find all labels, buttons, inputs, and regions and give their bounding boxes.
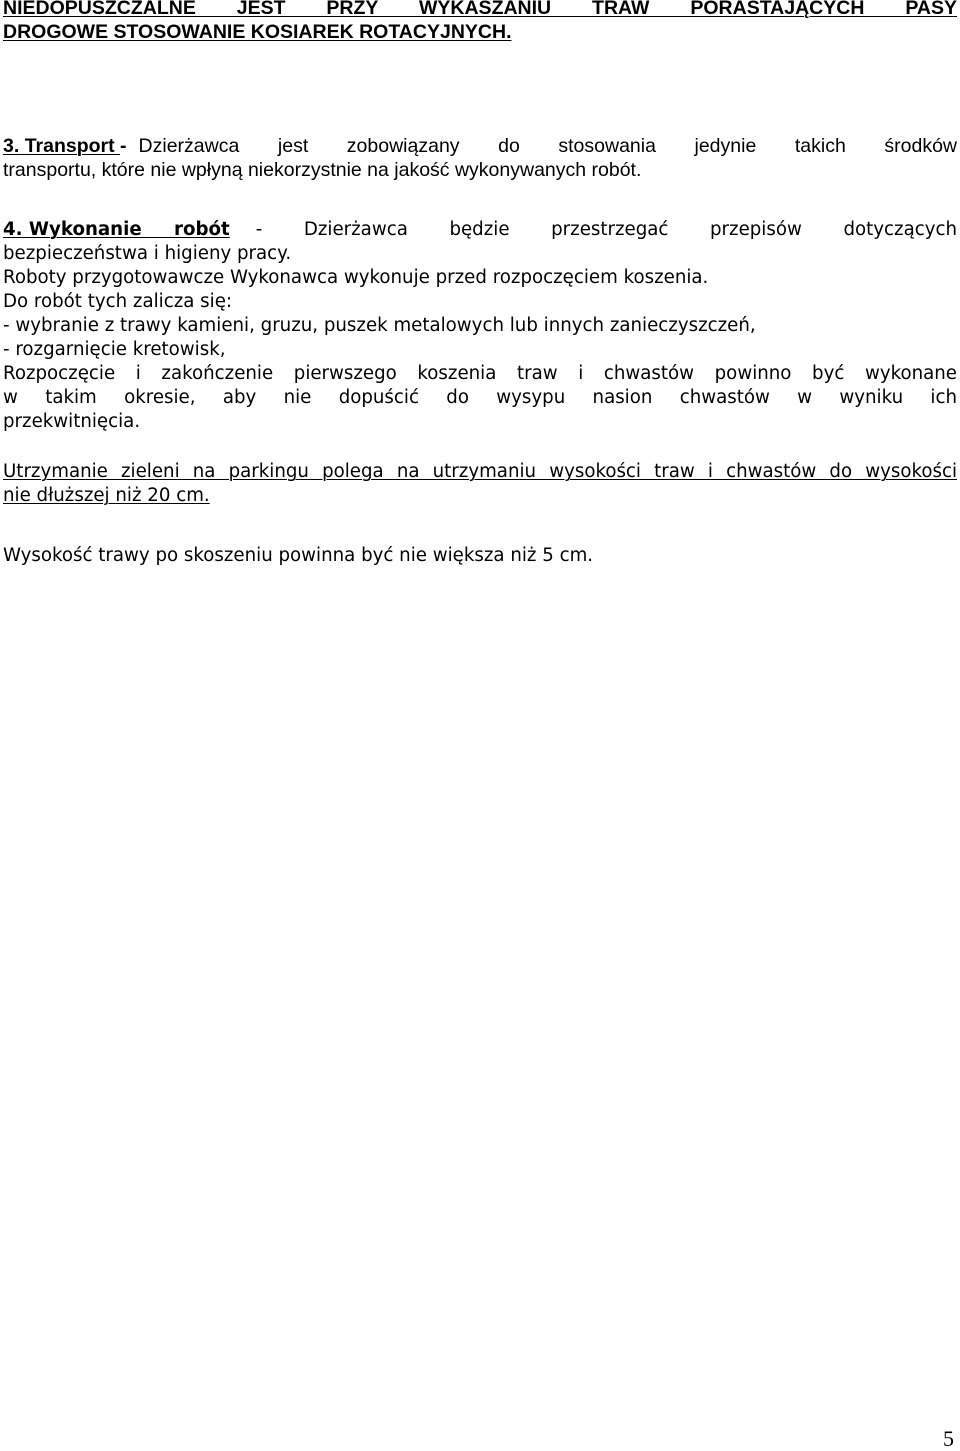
- section-4-line-4: Do robót tych zalicza się:: [3, 291, 233, 312]
- parking-line-2: nie dłuższej niż 20 cm.: [3, 485, 210, 506]
- grass-height-note: [3, 544, 957, 568]
- heading: [3, 0, 957, 44]
- page-number: 5: [943, 1426, 954, 1451]
- section-3-line-1: [3, 134, 957, 158]
- section-3-line-2: transportu, które nie wpłyną niekorzystnie na jakość wykonywanych robót.: [3, 159, 642, 181]
- section-4-line-6: - rozgarnięcie kretowisk,: [3, 339, 226, 360]
- parking-line-1: Utrzymanie zieleni na parkingu polega na utrzymaniu wysokości traw i chwastów do wysokości: [3, 461, 957, 482]
- section-4-line-3: Roboty przygotowawcze Wykonawca wykonuje przed rozpoczęciem koszenia.: [3, 267, 709, 288]
- section-4-line-9: przekwitnięcia.: [3, 411, 141, 432]
- section-4-line-2: bezpieczeństwa i higieny pracy.: [3, 243, 292, 264]
- section-4-line-1: [3, 218, 957, 242]
- section-3-number: 3.: [3, 135, 20, 157]
- parking-paragraph: [3, 460, 957, 508]
- section-3-heading: [3, 134, 127, 158]
- section-4-line-7: Rozpoczęcie i zakończenie pierwszego koszenia traw i chwastów powinno być wykonane: [3, 363, 957, 384]
- section-3-transport: [3, 134, 957, 182]
- section-4-line-5: - wybranie z trawy kamieni, gruzu, puszek metalowych lub innych zanieczyszczeń,: [3, 315, 756, 336]
- section-4-wykonanie: [3, 218, 957, 434]
- grass-height-line: Wysokość trawy po skoszeniu powinna być nie większa niż 5 cm.: [3, 545, 594, 566]
- heading-line-1: NIEDOPUSZCZALNE JEST PRZY WYKASZANIU TRAW PORASTAJĄCYCH PASY: [3, 0, 957, 19]
- section-4-line-1-text: - Dzierżawca będzie przestrzegać przepisów dotyczących: [255, 219, 957, 240]
- section-3-dash: -: [120, 135, 127, 157]
- section-4-number: 4.: [3, 219, 23, 240]
- section-4-heading: [3, 218, 230, 242]
- section-3-line-1-text: Dzierżawca jest zobowiązany do stosowania jedynie takich środków: [138, 135, 957, 157]
- section-3-title: Transport: [24, 135, 115, 157]
- heading-line-2: DROGOWE STOSOWANIE KOSIAREK ROTACYJNYCH.: [3, 21, 512, 43]
- section-4-line-8: w takim okresie, aby nie dopuścić do wysypu nasion chwastów w wyniku ich: [3, 387, 957, 408]
- section-4-title: Wykonanie robót: [28, 219, 230, 240]
